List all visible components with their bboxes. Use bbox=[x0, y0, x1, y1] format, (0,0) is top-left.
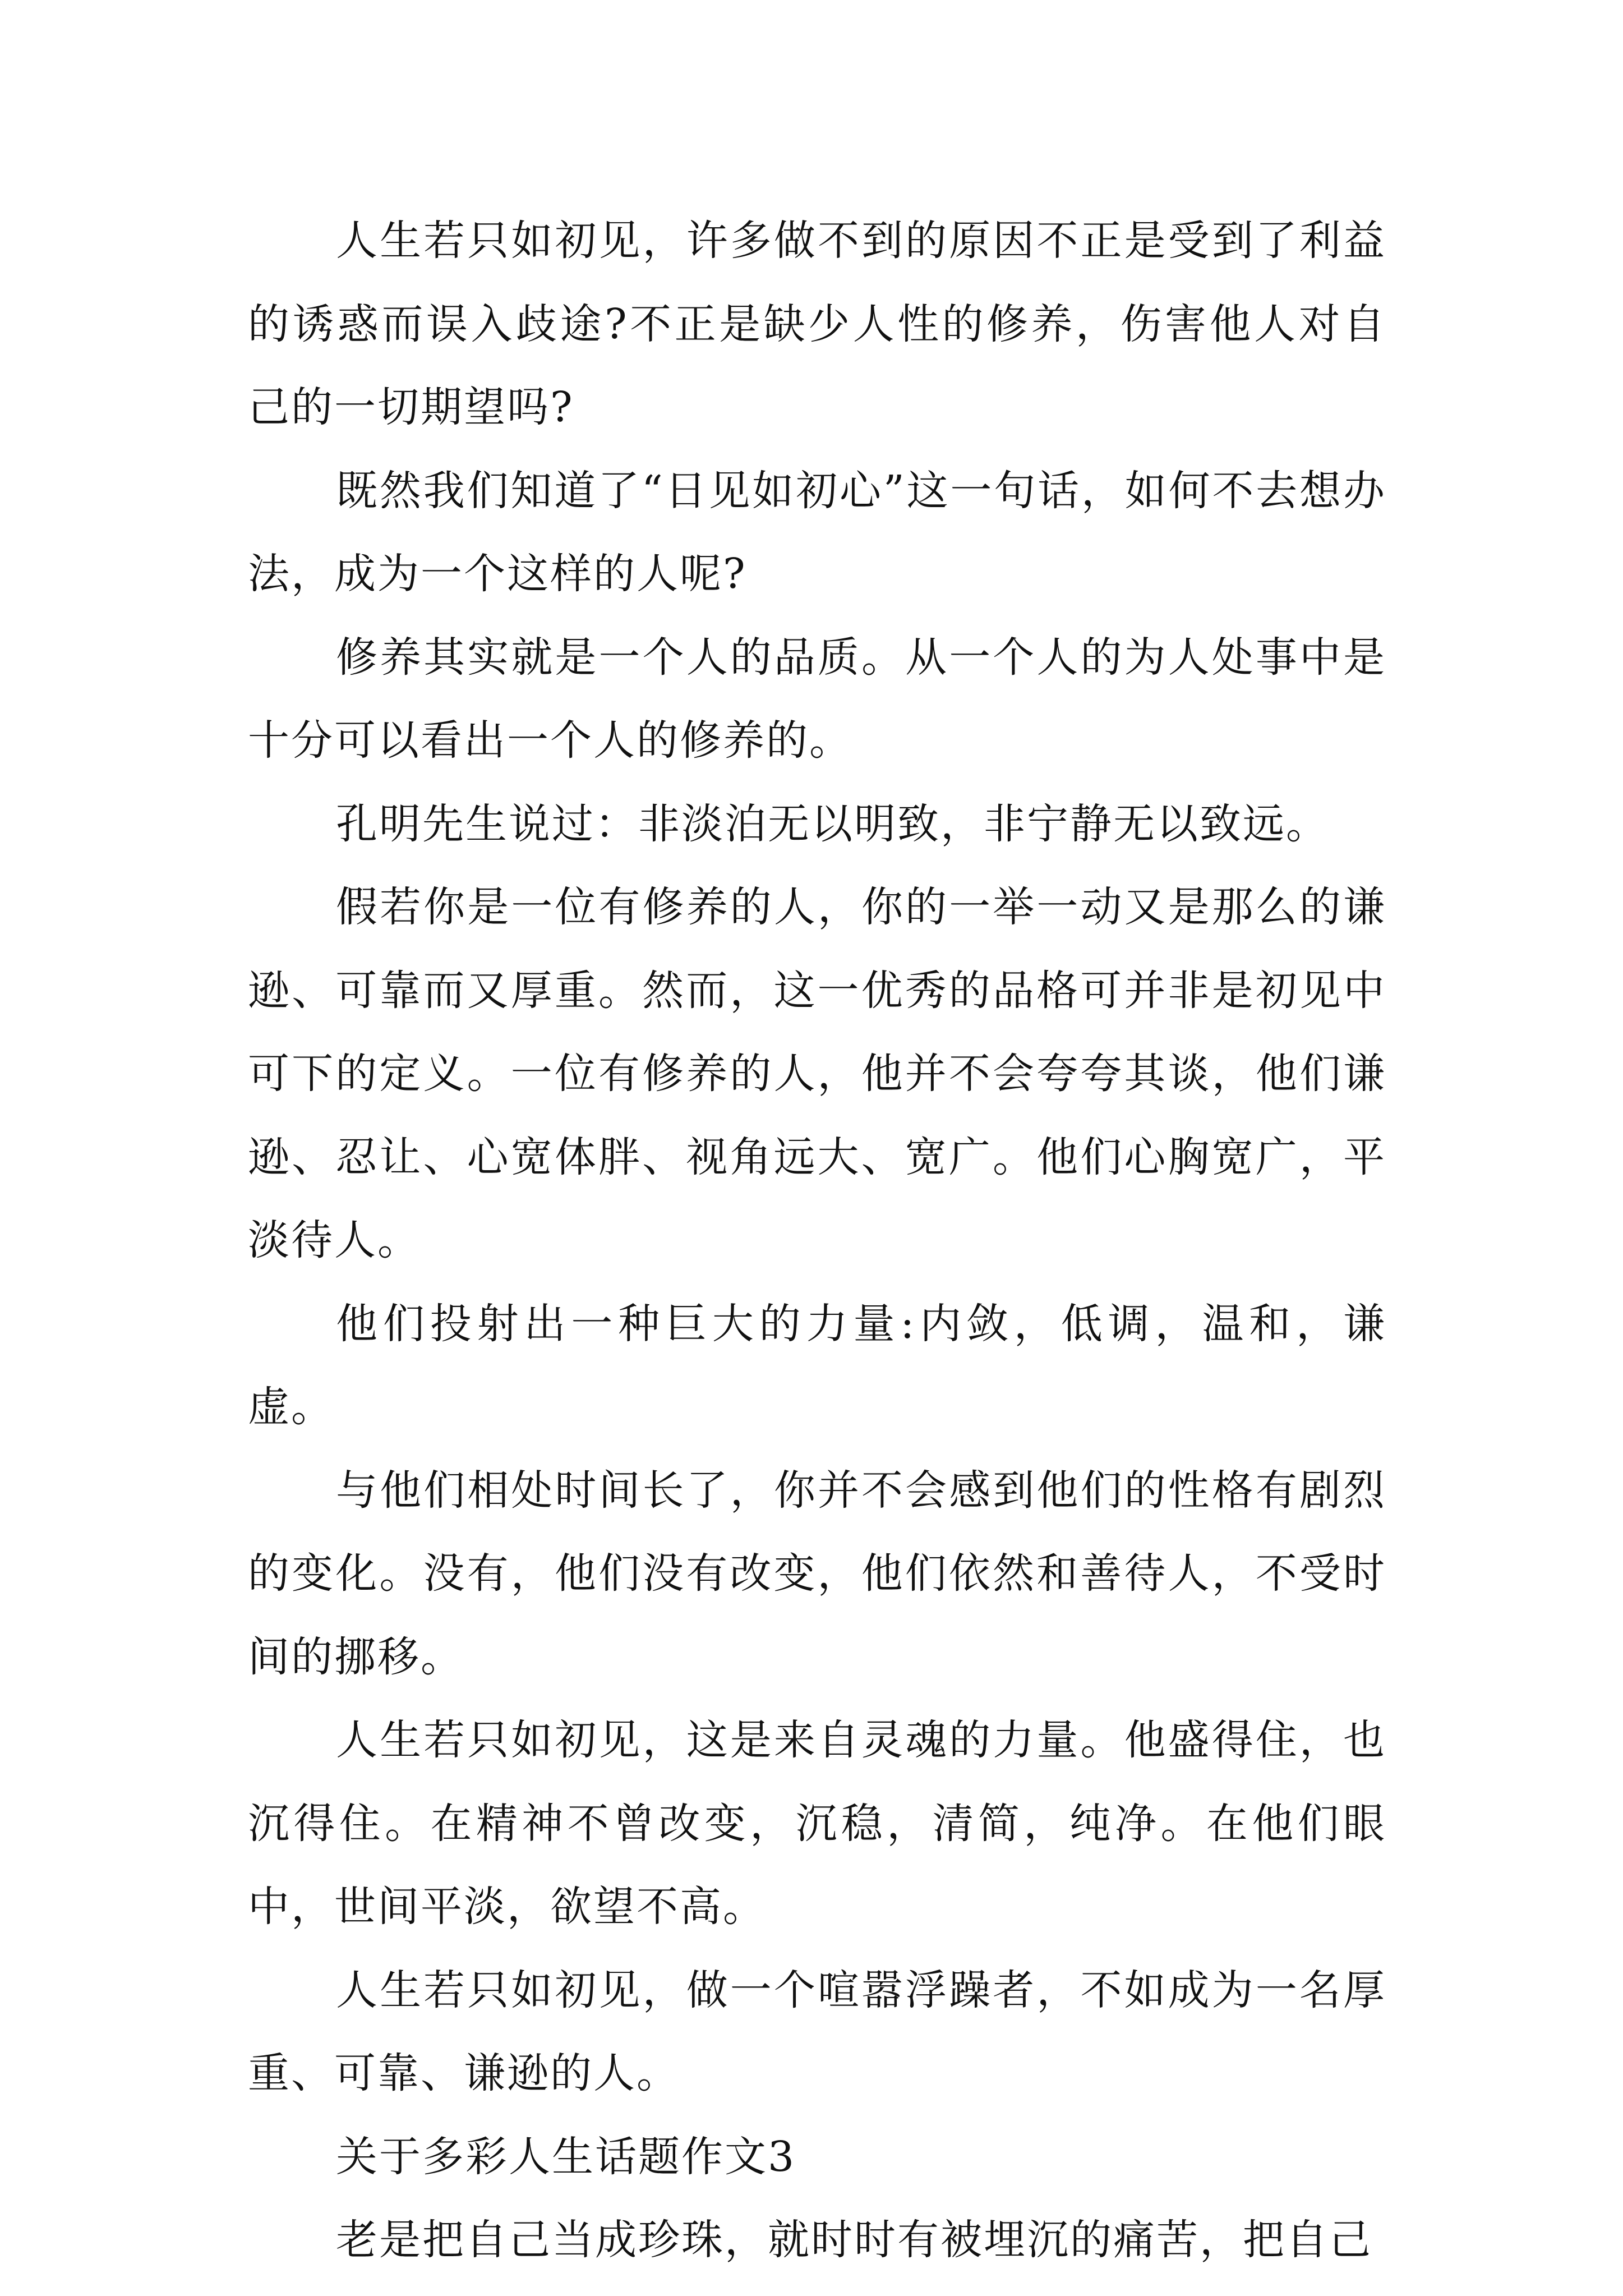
paragraph: 既然我们知道了“日见如初心”这一句话，如何不去想办法，成为一个这样的人呢? bbox=[248, 466, 1386, 598]
paragraph: 人生若只如初见，这是来自灵魂的力量。他盛得住，也沉得住。在精神不曾改变，沉稳，清简，纯净。在他们眼中，世间平淡，欲望不高。 bbox=[248, 1716, 1386, 1931]
paragraph: 假若你是一位有修养的人，你的一举一动又是那么的谦逊、可靠而又厚重。然而，这一优秀的品格可并非是初见中可下的定义。一位有修养的人，他并不会夸夸其谈，他们谦逊、忍让、心宽体胖、视角远大、宽广。他们心胸宽广，平淡待人。 bbox=[248, 883, 1386, 1264]
paragraph: 孔明先生说过：非淡泊无以明致，非宁静无以致远。 bbox=[336, 799, 1329, 848]
paragraph: 他们投射出一种巨大的力量:内敛，低调，温和，谦虚。 bbox=[248, 1299, 1386, 1431]
paragraph: 与他们相处时间长了，你并不会感到他们的性格有剧烈的变化。没有，他们没有改变，他们依然和善待人，不受时间的挪移。 bbox=[248, 1466, 1386, 1681]
paragraph: 老是把自己当成珍珠，就时时有被埋沉的痛苦，把自己 bbox=[336, 2216, 1372, 2264]
paragraph: 修养其实就是一个人的品质。从一个人的为人处事中是十分可以看出一个人的修养的。 bbox=[248, 633, 1386, 765]
paragraph: 人生若只如初见，许多做不到的原因不正是受到了利益的诱惑而误入歧途?不正是缺少人性的修养，伤害他人对自己的一切期望吗? bbox=[248, 217, 1386, 431]
section-heading: 关于多彩人生话题作文3 bbox=[336, 2132, 796, 2181]
paragraph: 人生若只如初见，做一个喧嚣浮躁者，不如成为一名厚重、可靠、谦逊的人。 bbox=[248, 1966, 1386, 2097]
document-body bbox=[248, 199, 1386, 2282]
